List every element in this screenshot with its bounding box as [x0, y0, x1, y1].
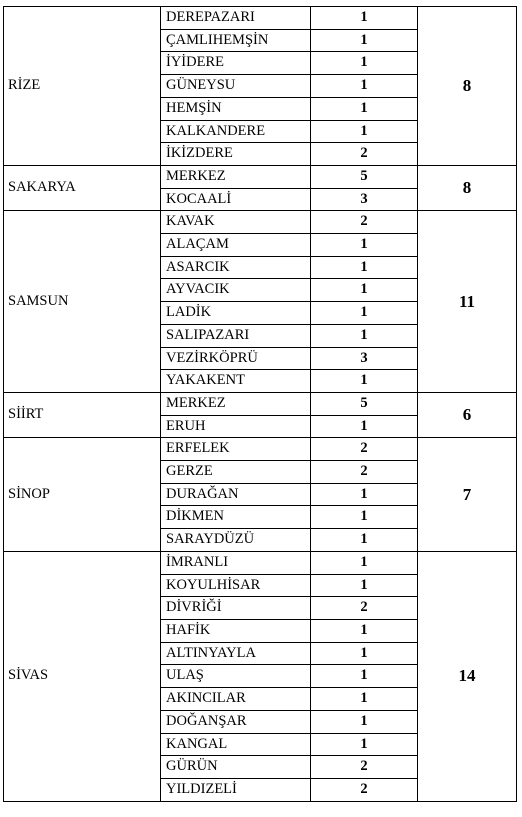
district-count-cell: 1	[311, 75, 418, 98]
district-count-cell: 1	[311, 302, 418, 325]
district-count-cell: 1	[311, 234, 418, 257]
district-count-cell: 2	[311, 143, 418, 166]
table-row	[4, 438, 517, 461]
district-count-cell: 1	[311, 529, 418, 552]
province-name-cell: SİİRT	[4, 392, 161, 437]
district-name-cell: İKİZDERE	[161, 143, 311, 166]
district-name-cell: DEREPAZARI	[161, 7, 311, 30]
district-name-cell: ALAÇAM	[161, 234, 311, 257]
district-name-cell: SARAYDÜZÜ	[161, 529, 311, 552]
province-name-cell: SAMSUN	[4, 211, 161, 393]
district-name-cell: YAKAKENT	[161, 370, 311, 393]
district-name-cell: İMRANLI	[161, 551, 311, 574]
district-count-cell: 1	[311, 29, 418, 52]
district-name-cell: GÜNEYSU	[161, 75, 311, 98]
district-count-cell: 2	[311, 211, 418, 234]
district-name-cell: MERKEZ	[161, 392, 311, 415]
district-count-cell: 2	[311, 461, 418, 484]
district-count-cell: 2	[311, 597, 418, 620]
district-count-cell: 2	[311, 438, 418, 461]
district-name-cell: ULAŞ	[161, 665, 311, 688]
district-count-cell: 1	[311, 619, 418, 642]
district-name-cell: DOĞANŞAR	[161, 710, 311, 733]
district-name-cell: HEMŞİN	[161, 97, 311, 120]
province-total-cell: 7	[418, 438, 517, 552]
district-name-cell: AYVACIK	[161, 279, 311, 302]
district-count-cell: 3	[311, 188, 418, 211]
district-count-cell: 1	[311, 97, 418, 120]
district-count-cell: 1	[311, 551, 418, 574]
district-name-cell: MERKEZ	[161, 165, 311, 188]
district-name-cell: ÇAMLIHEMŞİN	[161, 29, 311, 52]
district-count-cell: 3	[311, 347, 418, 370]
district-count-cell: 1	[311, 642, 418, 665]
province-name-cell: RİZE	[4, 7, 161, 166]
district-count-cell: 1	[311, 574, 418, 597]
table-row	[4, 392, 517, 415]
province-total-cell: 8	[418, 165, 517, 210]
district-count-cell: 1	[311, 710, 418, 733]
district-count-cell: 1	[311, 120, 418, 143]
district-count-cell: 1	[311, 415, 418, 438]
district-name-cell: LADİK	[161, 302, 311, 325]
district-name-cell: KALKANDERE	[161, 120, 311, 143]
district-name-cell: KAVAK	[161, 211, 311, 234]
district-count-cell: 1	[311, 665, 418, 688]
table-row	[4, 551, 517, 574]
district-count-cell: 1	[311, 483, 418, 506]
district-count-cell: 1	[311, 7, 418, 30]
district-name-cell: KOCAALİ	[161, 188, 311, 211]
district-name-cell: ALTINYAYLA	[161, 642, 311, 665]
district-name-cell: SALIPAZARI	[161, 324, 311, 347]
table-row	[4, 165, 517, 188]
district-name-cell: DURAĞAN	[161, 483, 311, 506]
district-name-cell: DİKMEN	[161, 506, 311, 529]
province-total-cell: 14	[418, 551, 517, 801]
district-count-cell: 2	[311, 756, 418, 779]
district-count-cell: 5	[311, 392, 418, 415]
table-row	[4, 7, 517, 30]
province-total-cell: 8	[418, 7, 517, 166]
district-allocation-table	[3, 6, 517, 802]
district-count-cell: 1	[311, 52, 418, 75]
province-name-cell: SAKARYA	[4, 165, 161, 210]
district-count-cell: 1	[311, 506, 418, 529]
table-row	[4, 211, 517, 234]
district-name-cell: GÜRÜN	[161, 756, 311, 779]
province-name-cell: SİNOP	[4, 438, 161, 552]
district-count-cell: 2	[311, 778, 418, 801]
province-total-cell: 11	[418, 211, 517, 393]
district-count-cell: 5	[311, 165, 418, 188]
district-name-cell: KANGAL	[161, 733, 311, 756]
district-name-cell: ERFELEK	[161, 438, 311, 461]
district-name-cell: DİVRİĞİ	[161, 597, 311, 620]
district-name-cell: İYİDERE	[161, 52, 311, 75]
district-count-cell: 1	[311, 733, 418, 756]
district-name-cell: KOYULHİSAR	[161, 574, 311, 597]
district-count-cell: 1	[311, 324, 418, 347]
table-body	[4, 7, 517, 802]
district-name-cell: GERZE	[161, 461, 311, 484]
district-count-cell: 1	[311, 256, 418, 279]
district-count-cell: 1	[311, 688, 418, 711]
province-total-cell: 6	[418, 392, 517, 437]
district-name-cell: HAFİK	[161, 619, 311, 642]
district-name-cell: ERUH	[161, 415, 311, 438]
district-count-cell: 1	[311, 279, 418, 302]
district-name-cell: YILDIZELİ	[161, 778, 311, 801]
province-name-cell: SİVAS	[4, 551, 161, 801]
district-name-cell: AKINCILAR	[161, 688, 311, 711]
district-name-cell: ASARCIK	[161, 256, 311, 279]
district-name-cell: VEZİRKÖPRÜ	[161, 347, 311, 370]
district-count-cell: 1	[311, 370, 418, 393]
